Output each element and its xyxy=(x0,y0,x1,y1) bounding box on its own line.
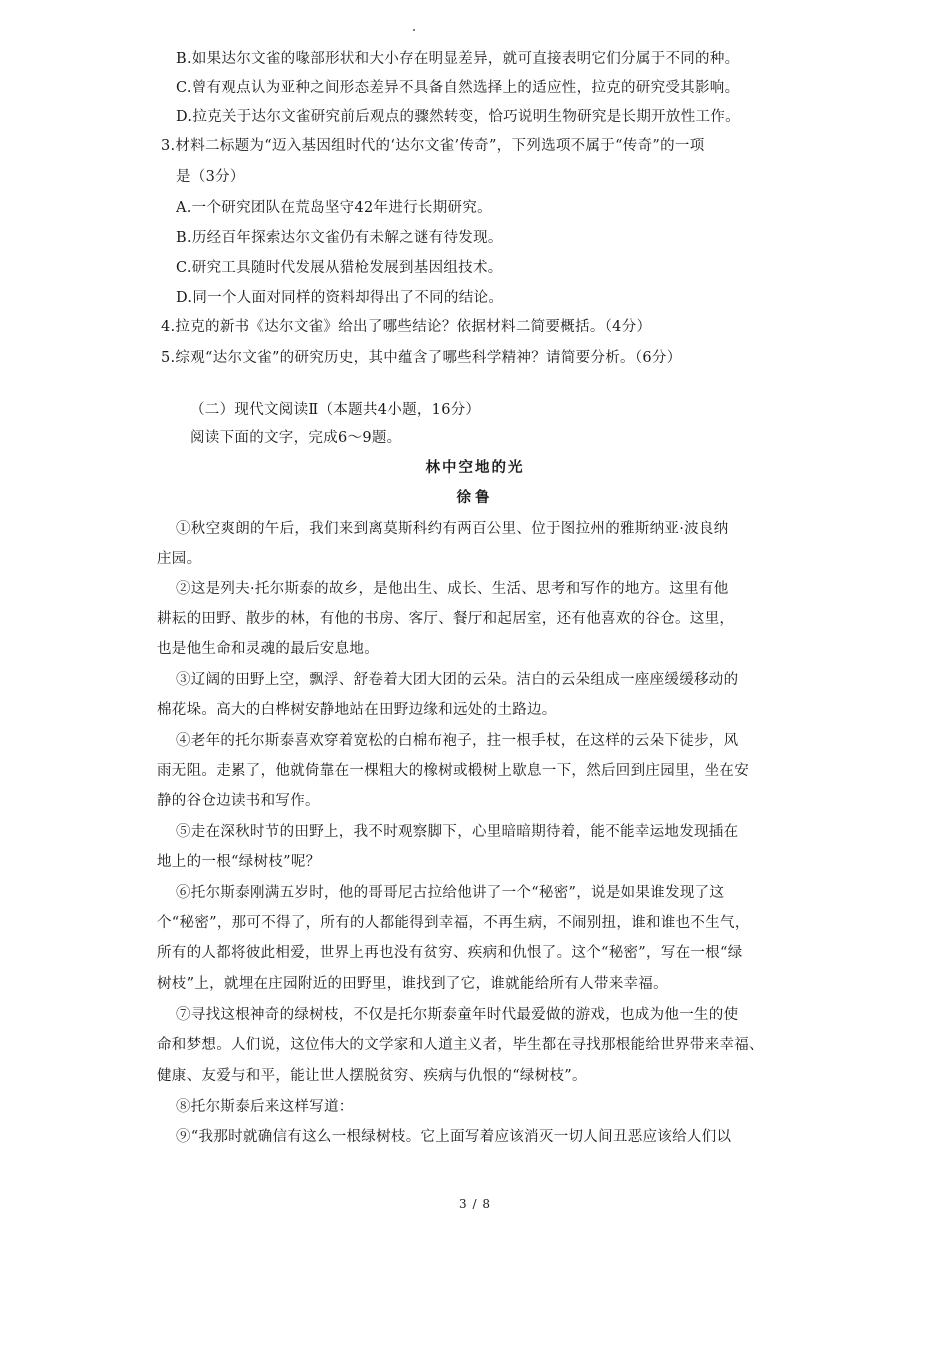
essay-line: 也是他生命和灵魂的最后安息地。 xyxy=(157,641,379,657)
question3-option-b: B.历经百年探索达尔文雀仍有未解之谜有待发现。 xyxy=(176,230,503,246)
essay-line: 命和梦想。人们说，这位伟大的文学家和人道主义者，毕生都在寻找那根能给世界带来幸福、 xyxy=(157,1037,764,1053)
essay-line: 所有的人都将彼此相爱，世界上再也没有贫穷、疾病和仇恨了。这个“秘密”，写在一根“绿 xyxy=(157,945,743,961)
essay-line: 地上的一根“绿树枝”呢？ xyxy=(157,854,321,870)
essay-line: 庄园。 xyxy=(157,551,202,567)
question3-stem-continued: 是（3分） xyxy=(176,169,245,185)
essay-author: 徐鲁 xyxy=(456,489,494,506)
question5: 5.综观“达尔文雀”的研究历史，其中蕴含了哪些科学精神？请简要分析。（6分） xyxy=(161,350,682,366)
question3-option-a: A.一个研究团队在荒岛坚守42年进行长期研究。 xyxy=(176,200,492,216)
essay-line: ⑨“我那时就确信有这么一根绿树枝。它上面写着应该消灭一切人间丑恶应该给人们以 xyxy=(176,1129,732,1145)
essay-line: ⑥托尔斯泰刚满五岁时，他的哥哥尼古拉给他讲了一个“秘密”，说是如果谁发现了这 xyxy=(176,885,725,901)
scan-speck xyxy=(413,29,415,31)
question3-option-c: C.研究工具随时代发展从猎枪发展到基因组技术。 xyxy=(176,260,503,276)
essay-line: ②这是列夫·托尔斯泰的故乡，是他出生、成长、生活、思考和写作的地方。这里有他 xyxy=(176,581,729,597)
essay-line: 静的谷仓边读书和写作。 xyxy=(157,793,320,809)
essay-line: 雨无阻。走累了，他就倚靠在一棵粗大的橡树或椴树上歇息一下，然后回到庄园里，坐在安 xyxy=(157,763,749,779)
essay-line: 个“秘密”，那可不得了，所有的人都能得到幸福，不再生病，不闹别扭，谁和谁也不生气， xyxy=(157,915,750,931)
reading-instruction: 阅读下面的文字，完成6～9题。 xyxy=(190,430,402,446)
question4: 4.拉克的新书《达尔文雀》给出了哪些结论？依据材料二简要概括。（4分） xyxy=(161,319,652,335)
question3-option-d: D.同一个人面对同样的资料却得出了不同的结论。 xyxy=(176,290,504,306)
section-heading: （二）现代文阅读Ⅱ（本题共4小题，16分） xyxy=(190,402,481,418)
essay-line: ③辽阔的田野上空，飘浮、舒卷着大团大团的云朵。洁白的云朵组成一座座缓缓移动的 xyxy=(176,672,739,688)
page-number: 3 / 8 xyxy=(459,1197,491,1211)
essay-line: 健康、友爱与和平，能让世人摆脱贫穷、疾病与仇恨的“绿树枝”。 xyxy=(157,1068,587,1084)
essay-line: ⑦寻找这根神奇的绿树枝，不仅是托尔斯泰童年时代最爱做的游戏，也成为他一生的使 xyxy=(176,1007,739,1023)
question2-option-b: B.如果达尔文雀的喙部形状和大小存在明显差异，就可直接表明它们分属于不同的种。 xyxy=(176,51,740,67)
essay-line: ⑤走在深秋时节的田野上，我不时观察脚下，心里暗暗期待着，能不能幸运地发现插在 xyxy=(176,824,739,840)
essay-line: 耕耘的田野、散步的林，有他的书房、客厅、餐厅和起居室，还有他喜欢的谷仓。这里， xyxy=(157,611,735,627)
essay-title: 林中空地的光 xyxy=(425,459,525,476)
question2-option-c: C.曾有观点认为亚种之间形态差异不具备自然选择上的适应性，拉克的研究受其影响。 xyxy=(176,80,740,96)
question2-option-d: D.拉克关于达尔文雀研究前后观点的骤然转变，恰巧说明生物研究是长期开放性工作。 xyxy=(176,109,740,125)
essay-line: 棉花垛。高大的白桦树安静地站在田野边缘和远处的土路边。 xyxy=(157,702,557,718)
essay-line: ①秋空爽朗的午后，我们来到离莫斯科约有两百公里、位于图拉州的雅斯纳亚·波良纳 xyxy=(176,521,729,537)
question3-stem: 3.材料二标题为“迈入基因组时代的‘达尔文雀’传奇”，下列选项不属于“传奇”的一项 xyxy=(161,138,705,154)
essay-line: ④老年的托尔斯泰喜欢穿着宽松的白棉布袍子，拄一根手杖，在这样的云朵下徒步，风 xyxy=(176,733,739,749)
essay-line: 树枝”上，就埋在庄园附近的田野里，谁找到了它，谁就能给所有人带来幸福。 xyxy=(157,976,668,992)
essay-line: ⑧托尔斯泰后来这样写道： xyxy=(176,1099,354,1115)
